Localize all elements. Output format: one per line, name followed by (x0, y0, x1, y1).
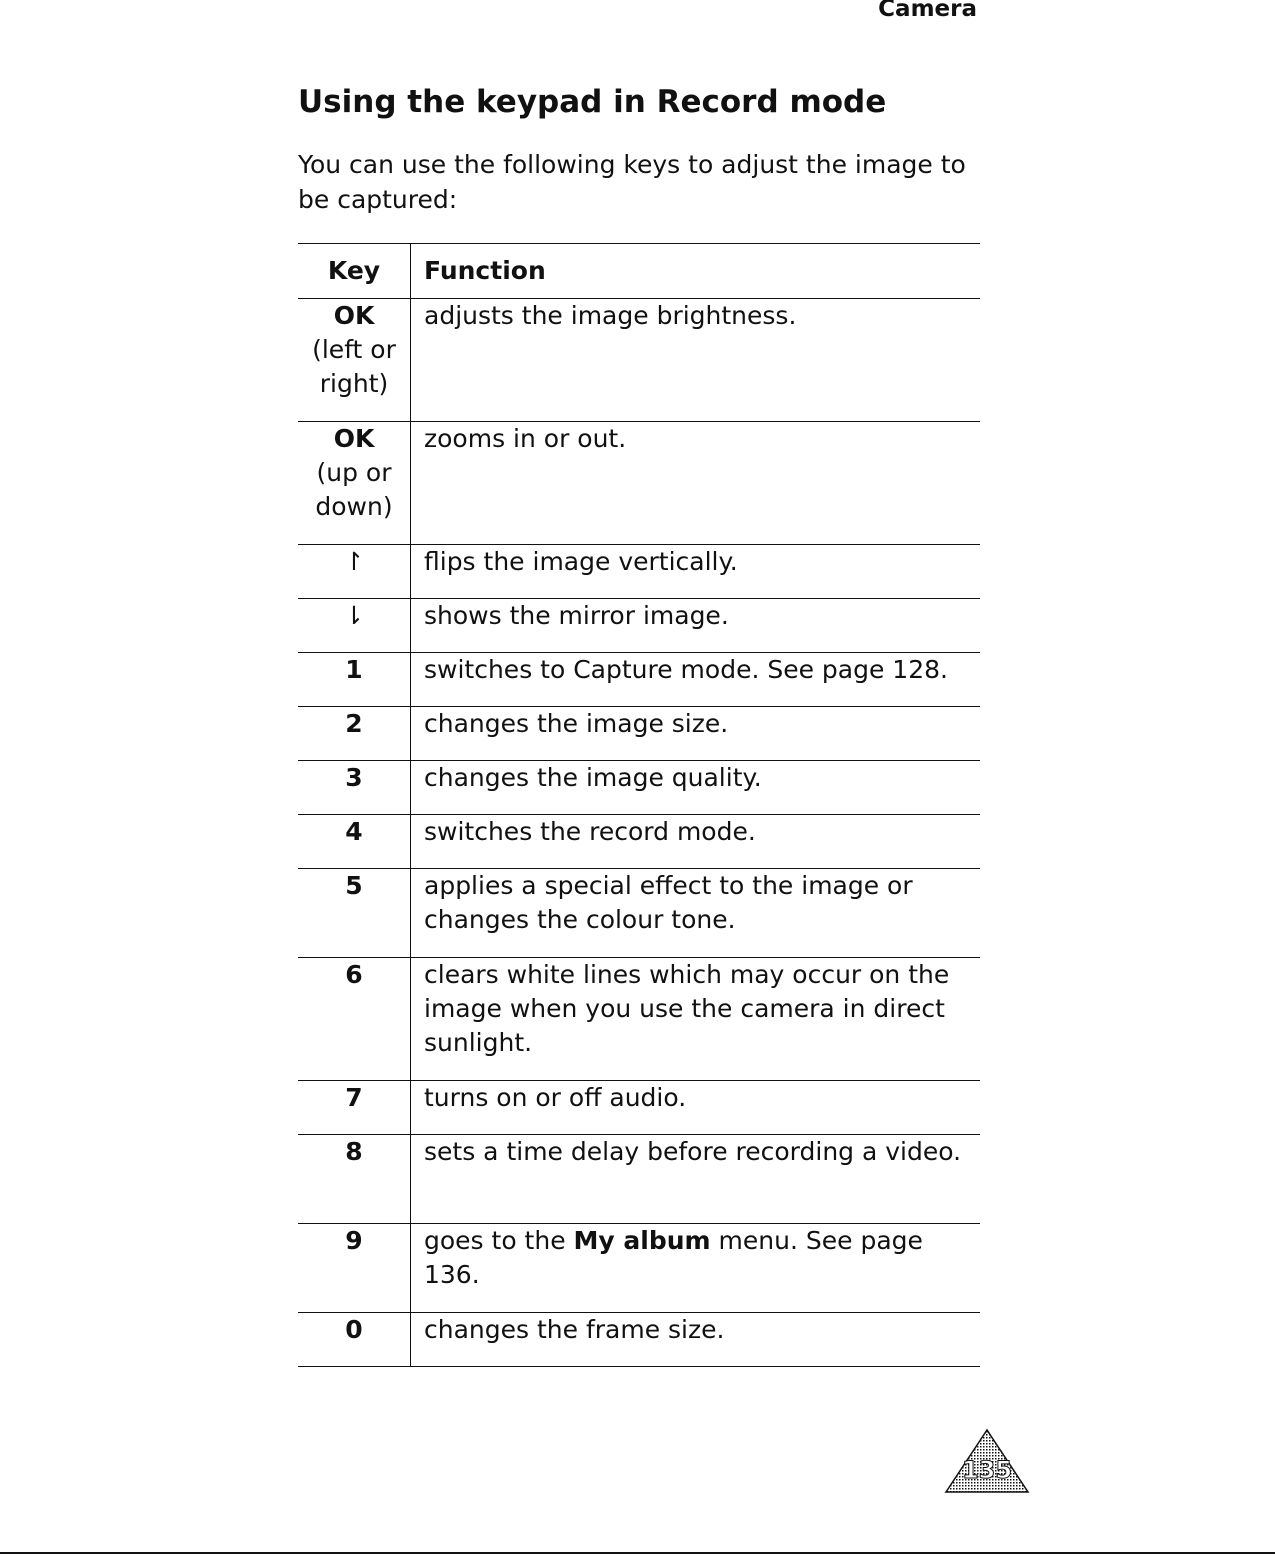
table-row (298, 422, 980, 545)
page-title: Using the keypad in Record mode (298, 84, 887, 120)
key-label: 1 (345, 655, 363, 684)
column-header-function: Function (424, 256, 546, 285)
table-row (298, 545, 980, 599)
key-label: 5 (345, 871, 363, 900)
key-cell (298, 1081, 411, 1135)
key-label: 9 (345, 1226, 363, 1255)
key-cell (298, 1313, 411, 1367)
table-row (298, 1135, 980, 1224)
function-text: goes to the (424, 1226, 574, 1255)
key-cell (298, 1224, 411, 1313)
function-cell: changes the image size. (424, 709, 729, 738)
table-row (298, 599, 980, 653)
function-cell: switches the record mode. (424, 817, 756, 846)
function-text: menu. See page 136. (424, 1226, 923, 1289)
keypad-table (298, 243, 980, 1367)
table-row (298, 299, 980, 422)
key-cell (298, 653, 411, 707)
function-cell: switches to Capture mode. See page 128. (424, 655, 948, 684)
my-album-menu-name: My album (573, 1226, 711, 1255)
bottom-rule (0, 1552, 1275, 1554)
table-row (298, 1313, 980, 1367)
key-cell (298, 869, 411, 958)
function-cell: turns on or off audio. (424, 1083, 687, 1112)
key-label: OK (333, 424, 375, 453)
table-row (298, 1224, 980, 1313)
table-row (298, 958, 980, 1081)
function-cell: flips the image vertically. (424, 547, 738, 576)
table-row (298, 815, 980, 869)
function-cell: clears white lines which may occur on the image when you use the camera in direct sunlight. (424, 960, 950, 1057)
table-row (298, 1081, 980, 1135)
page-number: 135 (961, 1456, 1013, 1484)
key-label: 2 (345, 709, 363, 738)
key-label: 6 (345, 960, 363, 989)
function-cell: changes the image quality. (424, 763, 762, 792)
key-label: 8 (345, 1137, 363, 1166)
function-cell: zooms in or out. (424, 424, 627, 453)
table-row (298, 707, 980, 761)
table-row (298, 653, 980, 707)
function-cell: applies a special effect to the image or changes the colour tone. (424, 871, 913, 934)
column-header-key: Key (298, 244, 411, 299)
function-cell: changes the frame size. (424, 1315, 725, 1344)
key-cell (298, 958, 411, 1081)
key-direction: (up or down) (315, 458, 393, 521)
key-label: 4 (345, 817, 363, 846)
key-cell (298, 707, 411, 761)
key-cell (298, 299, 411, 422)
key-direction: (left or right) (312, 335, 396, 398)
function-cell: shows the mirror image. (424, 601, 729, 630)
key-cell (298, 761, 411, 815)
key-label: 0 (345, 1315, 363, 1344)
key-label: 3 (345, 763, 363, 792)
table-row (298, 869, 980, 958)
function-cell (411, 1224, 981, 1313)
function-cell: sets a time delay before recording a video. (424, 1137, 962, 1166)
key-cell (298, 815, 411, 869)
table-header-row (298, 244, 980, 299)
key-cell (298, 422, 411, 545)
page-number-badge (944, 1428, 1030, 1494)
down-arrow-key-icon: ⇂ (298, 599, 411, 653)
key-cell (298, 1135, 411, 1224)
key-label: OK (333, 301, 375, 330)
intro-text: You can use the following keys to adjust the image to be captured: (298, 150, 966, 214)
up-arrow-key-icon: ↾ (298, 545, 411, 599)
function-cell: adjusts the image brightness. (424, 301, 797, 330)
section-header: Camera (878, 0, 977, 22)
key-label: 7 (345, 1083, 363, 1112)
table-row (298, 761, 980, 815)
